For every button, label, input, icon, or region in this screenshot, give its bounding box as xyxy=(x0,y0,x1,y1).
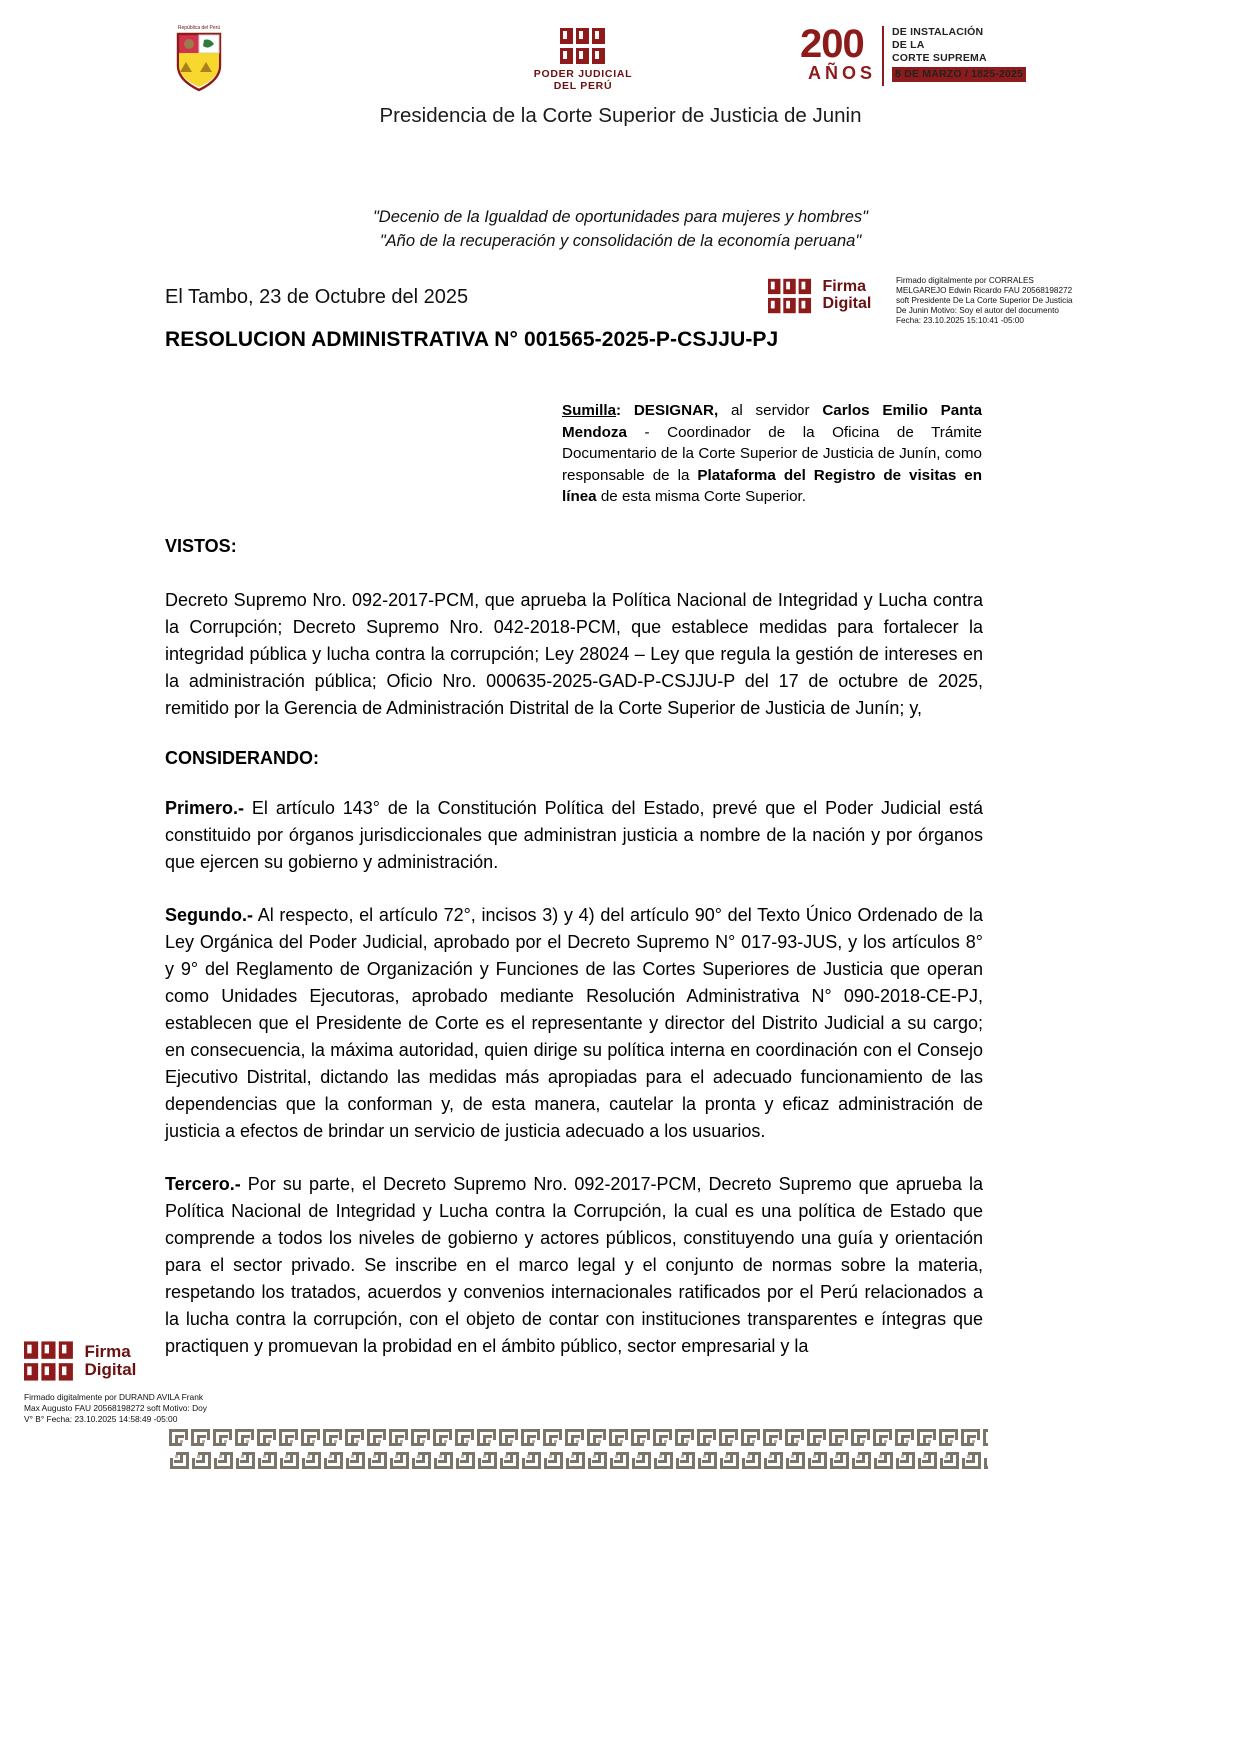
sumilla-label: Sumilla xyxy=(562,402,617,419)
firma-digital-label-line2: Digital xyxy=(84,1360,137,1379)
paragraph-tercero-label: Tercero.- xyxy=(165,1174,241,1194)
anniversary-number: 200 xyxy=(800,22,864,66)
office-title: Presidencia de la Corte Superior de Justicia de Junin xyxy=(379,104,862,127)
anniversary-divider xyxy=(882,26,884,86)
greca-cell xyxy=(608,1449,630,1470)
sumilla-platform: Plataforma del Registro de visitas en línea xyxy=(562,466,982,506)
greca-cell xyxy=(652,1449,674,1470)
greca-cell xyxy=(894,1428,916,1449)
greca-cell xyxy=(608,1428,630,1449)
greca-cell xyxy=(278,1449,300,1470)
anniversary-unit: AÑOS xyxy=(808,63,877,83)
greca-cell xyxy=(366,1449,388,1470)
greca-cell xyxy=(718,1428,740,1449)
svg-text:República del Perú: República del Perú xyxy=(177,25,221,31)
sumilla-text-1: al servidor xyxy=(718,402,823,419)
sumilla-name: Carlos Emilio Panta Mendoza xyxy=(562,402,982,441)
greca-cell xyxy=(454,1449,476,1470)
pj-logo-line2: DEL PERÚ xyxy=(553,80,613,92)
greca-cell xyxy=(366,1428,388,1449)
greca-cell xyxy=(872,1428,894,1449)
greca-cell xyxy=(234,1428,256,1449)
greca-cell xyxy=(872,1449,894,1470)
greca-cell xyxy=(388,1449,410,1470)
greca-cell xyxy=(564,1449,586,1470)
anniversary-line1: DE INSTALACIÓN xyxy=(892,26,984,38)
greca-cell xyxy=(344,1428,366,1449)
greca-cell xyxy=(850,1449,872,1470)
greca-cell xyxy=(630,1428,652,1449)
greca-cell xyxy=(212,1428,234,1449)
greca-cell xyxy=(520,1428,542,1449)
paragraph-primero-label: Primero.- xyxy=(165,798,245,818)
greca-cell xyxy=(806,1428,828,1449)
document-header xyxy=(0,14,1241,100)
greca-cell xyxy=(564,1428,586,1449)
greca-cell xyxy=(960,1449,982,1470)
greca-cell xyxy=(960,1428,982,1449)
greca-cell xyxy=(916,1428,938,1449)
greca-cell xyxy=(674,1428,696,1449)
resolution-title: RESOLUCION ADMINISTRATIVA N° 001565-2025-P-CSJJU-PJ xyxy=(165,328,779,351)
greca-cell xyxy=(498,1428,520,1449)
footer-greca-band xyxy=(168,1428,988,1472)
greca-cell xyxy=(432,1428,454,1449)
greca-cell xyxy=(916,1449,938,1470)
pj-greca-icon xyxy=(560,28,606,64)
greca-cell xyxy=(322,1428,344,1449)
motto-line-2: "Año de la recuperación y consolidación de la economía peruana" xyxy=(379,231,862,250)
greca-cell xyxy=(784,1449,806,1470)
mottos xyxy=(0,206,1241,254)
place-and-date: El Tambo, 23 de Octubre del 2025 xyxy=(165,286,469,308)
anniversary-line2: DE LA xyxy=(892,38,925,51)
paragraph-vistos: Decreto Supremo Nro. 092-2017-PCM, que aprueba la Política Nacional de Integridad y Lucha contra la Corrupción; Decreto Supremo Nro. 042-2018-PCM, que establece medidas para fortalecer la integridad pública y lucha contra la corrupción; Ley 28024 – Ley que regula la gestión de intereses en la administración pública; Oficio Nro. 000635-2025-GAD-P-CSJJU-P del 17 de octubre de 2025, remitido por la Gerencia de Administración Distrital de la Corte Superior de Justicia de Junín; y, xyxy=(165,590,983,718)
greca-cell xyxy=(168,1449,190,1470)
pj-logo-line1: PODER JUDICIAL xyxy=(533,68,633,80)
greca-cell xyxy=(806,1449,828,1470)
greca-cell xyxy=(828,1428,850,1449)
greca-cell xyxy=(190,1428,212,1449)
greca-cell xyxy=(410,1428,432,1449)
greca-cell xyxy=(498,1449,520,1470)
greca-cell xyxy=(432,1449,454,1470)
greca-cell xyxy=(168,1428,190,1449)
firma-digital-label-line1: Firma xyxy=(822,278,867,296)
greca-cell xyxy=(322,1449,344,1470)
greca-cell xyxy=(982,1428,988,1449)
digital-signature-top-meta: Firmado digitalmente por CORRALES MELGAREJO Edwin Ricardo FAU 20568198272 soft Presidente De La Corte Superior De Justicia De Junin Motivo: Soy el autor del documento Fecha: 23.10.2025 15:10:41 -05:00 xyxy=(896,276,1073,325)
paragraph-segundo-label: Segundo.- xyxy=(165,905,253,925)
paragraph-segundo-text: Al respecto, el artículo 72°, incisos 3) y 4) del artículo 90° del Texto Único Ordenado de la Ley Orgánica del Poder Judicial, aprobado por el Decreto Supremo N° 017-93-JUS, y los artículos 8° y 9° del Reglamento de Organización y Funciones de las Cortes Superiores de Justicia que operan como Unidades Ejecutoras, aprobado mediante Resolución Administrativa N° 090-2018-CE-PJ, establecen que el Presidente de Corte es el representante y director del Distrito Judicial a su cargo; en consecuencia, la máxima autoridad, quien dirige su política interna en coordinación con el Consejo Ejecutivo Distrital, dictando las medidas más apropiadas para el adecuado funcionamiento de las dependencias que la conforman y, de esta manera, cautelar la pronta y eficaz administración de justicia a efectos de brindar un servicio de justicia adecuado a los usuarios. xyxy=(165,905,983,1141)
firma-digital-label-line2: Digital xyxy=(822,295,872,312)
greca-cell xyxy=(476,1449,498,1470)
motto-line-1: "Decenio de la Igualdad de oportunidades para mujeres y hombres" xyxy=(372,208,869,226)
greca-cell xyxy=(652,1428,674,1449)
section-heading-considerando: CONSIDERANDO: xyxy=(165,748,320,768)
greca-cell xyxy=(696,1449,718,1470)
anniversary-line3: CORTE SUPREMA xyxy=(892,51,987,64)
peru-coat-of-arms-icon xyxy=(168,22,230,96)
greca-cell xyxy=(190,1449,212,1470)
anniversary-badge: 8 DE MARZO / 1825-2025 xyxy=(892,67,1026,82)
greca-cell xyxy=(762,1428,784,1449)
paragraph-primero-text: El artículo 143° de la Constitución Política del Estado, prevé que el Poder Judicial está constituido por órganos jurisdiccionales que administran justicia a nombre de la nación y por órganos que ejercen su gobierno y administración. xyxy=(165,798,983,872)
greca-cell xyxy=(256,1449,278,1470)
sumilla-block xyxy=(562,400,982,508)
greca-cell xyxy=(740,1449,762,1470)
section-heading-vistos: VISTOS: xyxy=(165,536,237,556)
document-body xyxy=(165,536,983,1386)
greca-cell xyxy=(234,1449,256,1470)
greca-cell xyxy=(542,1428,564,1449)
digital-signature-top xyxy=(768,276,1073,325)
paragraph-tercero-text: Por su parte, el Decreto Supremo Nro. 092-2017-PCM, Decreto Supremo que aprueba la Política Nacional de Integridad y Lucha contra la Corrupción, la cual es una política de Estado que comprende a todos los niveles de gobierno y actores públicos, constituyendo una guía y orientación para el sector privado. Se inscribe en el marco legal y el conjunto de normas sobre la materia, respetando los tratados, acuerdos y convenios internacionales ratificados por el Perú relacionados a la lucha contra la corrupción, con el objeto de contar con instituciones transparentes e íntegras que practiquen y promuevan la probidad en el ámbito público, sector empresarial y la xyxy=(165,1174,983,1356)
greca-cell xyxy=(630,1449,652,1470)
firma-digital-icon xyxy=(768,278,812,314)
sumilla-text-3: de esta misma Corte Superior. xyxy=(596,488,806,506)
greca-cell xyxy=(300,1428,322,1449)
poder-judicial-logo xyxy=(508,28,658,92)
digital-signature-bottom xyxy=(24,1340,214,1424)
greca-cell xyxy=(388,1428,410,1449)
greca-cell xyxy=(894,1449,916,1470)
greca-cell xyxy=(850,1428,872,1449)
greca-cell xyxy=(278,1428,300,1449)
greca-cell xyxy=(476,1428,498,1449)
anniversary-emblem xyxy=(800,22,1040,92)
greca-cell xyxy=(828,1449,850,1470)
greca-cell xyxy=(674,1449,696,1470)
firma-digital-label-line1: Firma xyxy=(84,1342,131,1362)
greca-cell xyxy=(762,1449,784,1470)
sumilla-colon: : xyxy=(616,402,634,419)
greca-cell xyxy=(586,1449,608,1470)
sumilla-verb: DESIGNAR, xyxy=(633,402,719,419)
greca-cell xyxy=(784,1428,806,1449)
greca-cell xyxy=(982,1449,988,1470)
greca-cell xyxy=(520,1449,542,1470)
greca-cell xyxy=(718,1449,740,1470)
paragraph-tercero xyxy=(165,1171,983,1360)
firma-digital-icon xyxy=(24,1340,74,1382)
greca-cell xyxy=(696,1428,718,1449)
digital-signature-bottom-meta: Firmado digitalmente por DURAND AVILA Frank Max Augusto FAU 20568198272 soft Motivo: Doy V° B° Fecha: 23.10.2025 14:58:49 -05:00 xyxy=(24,1392,207,1424)
paragraph-segundo xyxy=(165,902,983,1145)
greca-cell xyxy=(938,1449,960,1470)
greca-cell xyxy=(256,1428,278,1449)
greca-cell xyxy=(586,1428,608,1449)
greca-cell xyxy=(938,1428,960,1449)
greca-cell xyxy=(410,1449,432,1470)
greca-cell xyxy=(344,1449,366,1470)
greca-cell xyxy=(212,1449,234,1470)
paragraph-primero xyxy=(165,795,983,876)
greca-cell xyxy=(542,1449,564,1470)
greca-cell xyxy=(740,1428,762,1449)
sumilla-text-2: - Coordinador de la Oficina de Trámite Documentario de la Corte Superior de Justicia de Junín, como responsable de la xyxy=(562,423,982,484)
greca-cell xyxy=(300,1449,322,1470)
greca-cell xyxy=(454,1428,476,1449)
